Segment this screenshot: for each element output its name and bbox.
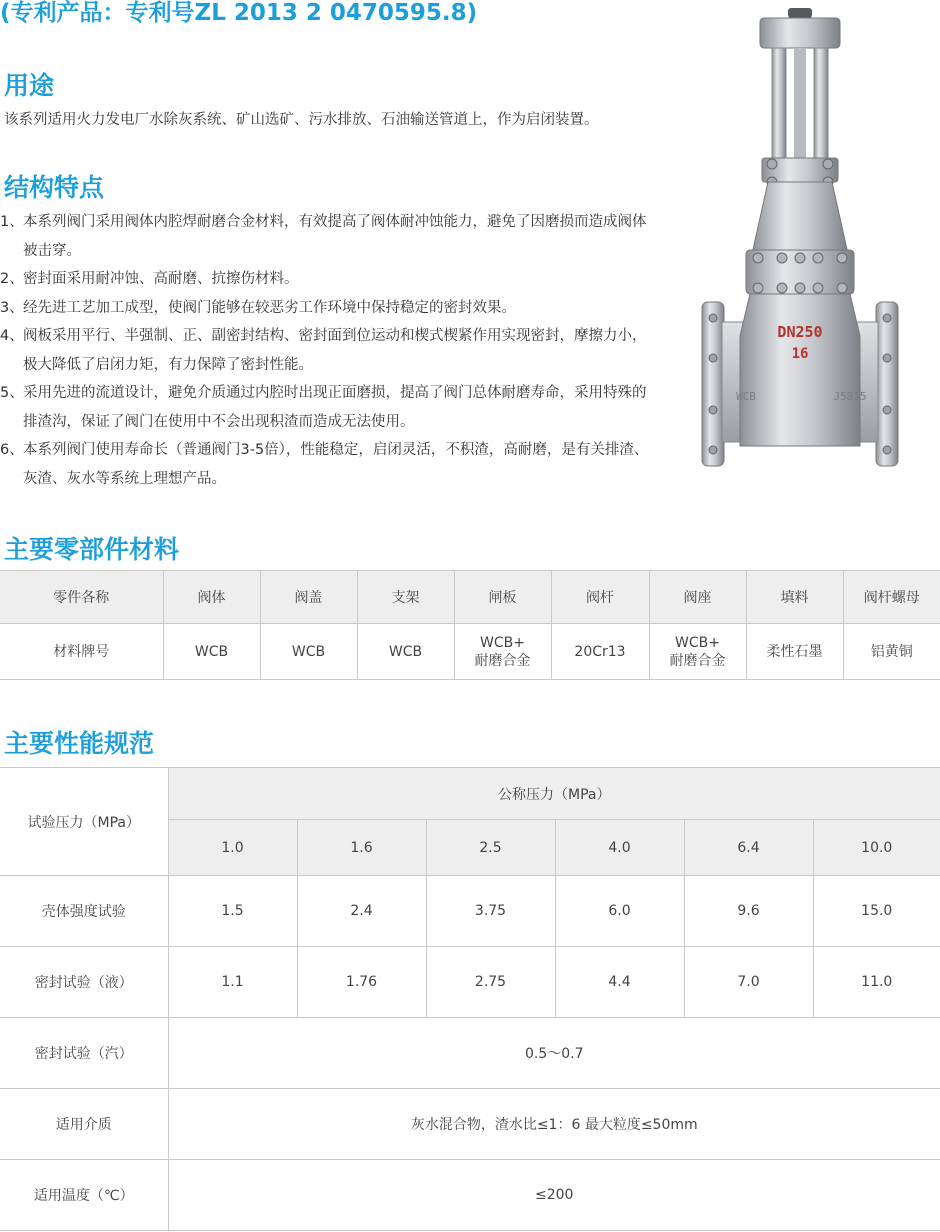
material-text: 铝黄铜 <box>870 643 913 660</box>
performance-row-label: 密封试验（汽） <box>0 1018 168 1089</box>
feature-number: 1、 <box>0 214 24 230</box>
performance-row-label: 适用温度（℃） <box>0 1160 168 1231</box>
feature-number: 5、 <box>0 385 24 401</box>
nominal-pressure-cell: 4.0 <box>555 820 684 876</box>
yoke-right <box>814 48 828 160</box>
performance-row <box>0 947 940 1018</box>
feature-text: 本系列阀门采用阀体内腔焊耐磨合金材料，有效提高了阀体耐冲蚀能力，避免了因磨损而造成阀体被击穿。 <box>23 214 647 259</box>
materials-value-row <box>0 624 940 680</box>
nominal-pressure-label: 公称压力（MPa） <box>168 768 940 820</box>
performance-value-cell: 3.75 <box>426 876 555 947</box>
part-header-cell: 闸板 <box>454 571 551 624</box>
material-cell <box>357 624 454 680</box>
marking-material: WCB <box>736 390 756 403</box>
feature-item <box>0 265 660 294</box>
feature-text: 经先进工艺加工成型，使阀门能够在较恶劣工作环境中保持稳定的密封效果。 <box>23 299 516 316</box>
patent-number-title: (专利产品：专利号ZL 2013 2 0470595.8) <box>0 0 478 26</box>
feature-text: 密封面采用耐冲蚀、高耐磨、抗擦伤材料。 <box>23 271 299 287</box>
nominal-pressure-cell: 10.0 <box>813 820 940 876</box>
performance-value-cell: 1.76 <box>297 947 426 1018</box>
material-text: WCB+ <box>480 634 525 651</box>
material-text: 耐磨合金 <box>474 652 531 669</box>
performance-span-row <box>0 1089 940 1160</box>
material-cell <box>163 624 260 680</box>
material-text: WCB <box>194 643 229 660</box>
nominal-pressure-cell: 1.0 <box>168 820 297 876</box>
use-description: 该系列适用火力发电厂水除灰系统、矿山选矿、污水排放、石油输送管道上，作为启闭装置。 <box>4 112 599 128</box>
performance-span-row <box>0 1160 940 1231</box>
material-text: WCB <box>388 643 423 660</box>
performance-value-cell: 4.4 <box>555 947 684 1018</box>
valve-stem <box>794 48 806 160</box>
performance-value-cell: 2.4 <box>297 876 426 947</box>
feature-text: 采用先进的流道设计，避免介质通过内腔时出现正面磨损，提高了阀门总体耐磨寿命，采用特殊的排渣沟，保证了阀门在使用中不会出现积渣而造成无法使用。 <box>23 385 647 430</box>
feature-number: 6、 <box>0 442 24 458</box>
performance-heading: 主要性能规范 <box>4 729 155 758</box>
feature-item <box>0 379 660 436</box>
performance-value-cell: 1.1 <box>168 947 297 1018</box>
material-cell <box>551 624 649 680</box>
performance-value-cell: 15.0 <box>813 876 940 947</box>
nominal-pressure-cell: 2.5 <box>426 820 555 876</box>
test-pressure-label: 试验压力（MPa） <box>0 768 168 876</box>
performance-value-cell: 1.5 <box>168 876 297 947</box>
use-heading: 用途 <box>4 71 55 100</box>
feature-number: 3、 <box>0 299 24 316</box>
part-header-cell: 阀盖 <box>260 571 357 624</box>
nominal-pressure-cell: 1.6 <box>297 820 426 876</box>
feature-item <box>0 436 660 493</box>
part-header-cell: 阀杆 <box>551 571 649 624</box>
marking-model: J5815 <box>833 390 867 403</box>
features-heading: 结构特点 <box>4 173 105 202</box>
performance-span-value: 0.5～0.7 <box>168 1018 940 1089</box>
performance-span-row <box>0 1018 940 1089</box>
material-grade-label <box>0 624 163 680</box>
material-text: WCB <box>291 643 326 660</box>
feature-number: 4、 <box>0 328 24 344</box>
feature-text: 阀板采用平行、半强制、正、副密封结构、密封面到位运动和楔式楔紧作用实现密封，摩擦力小，极大降低了启闭力矩，有力保障了密封性能。 <box>23 328 647 373</box>
performance-row <box>0 876 940 947</box>
part-header-cell: 填料 <box>746 571 843 624</box>
material-cell <box>454 624 551 680</box>
performance-value-cell: 6.0 <box>555 876 684 947</box>
marking-dn: DN250 <box>777 323 823 341</box>
material-cell <box>260 624 357 680</box>
performance-value-cell: 2.75 <box>426 947 555 1018</box>
top-plate <box>760 18 840 48</box>
performance-span-value: ≤200 <box>168 1160 940 1231</box>
material-cell <box>649 624 746 680</box>
materials-table <box>0 570 940 680</box>
right-end-flange <box>876 302 898 466</box>
performance-span-value: 灰水混合物，渣水比≤1：6 最大粒度≤50mm <box>168 1089 940 1160</box>
material-text: 材料牌号 <box>53 643 110 660</box>
stem-cap <box>788 8 812 18</box>
performance-value-cell: 7.0 <box>684 947 813 1018</box>
valve-body <box>740 294 860 446</box>
feature-text: 本系列阀门使用寿命长（普通阀门3-5倍），性能稳定，启闭灵活，不积渣，高耐磨，是有关排渣、灰渣、灰水等系统上理想产品。 <box>23 442 649 487</box>
part-header-cell: 阀杆螺母 <box>843 571 940 624</box>
material-cell <box>746 624 843 680</box>
materials-heading: 主要零部件材料 <box>4 535 180 564</box>
material-text: 耐磨合金 <box>669 652 726 669</box>
material-text: WCB+ <box>675 634 720 651</box>
performance-value-cell: 9.6 <box>684 876 813 947</box>
feature-item <box>0 322 660 379</box>
nominal-pressure-cell: 6.4 <box>684 820 813 876</box>
gate-valve-image <box>700 6 900 476</box>
left-end-flange <box>702 302 724 466</box>
performance-row-label: 密封试验（液） <box>0 947 168 1018</box>
feature-item <box>0 208 660 265</box>
yoke-left <box>772 48 786 160</box>
material-cell <box>843 624 940 680</box>
features-list <box>0 208 660 493</box>
performance-row-label: 壳体强度试验 <box>0 876 168 947</box>
performance-row-label: 适用介质 <box>0 1089 168 1160</box>
performance-table <box>0 767 940 1231</box>
part-name-header: 零件各称 <box>0 571 163 624</box>
part-header-cell: 阀体 <box>163 571 260 624</box>
materials-header-row <box>0 571 940 624</box>
bonnet <box>752 182 848 254</box>
feature-number: 2、 <box>0 271 24 287</box>
marking-pn: 16 <box>791 346 809 362</box>
material-text: 柔性石墨 <box>766 643 823 660</box>
part-header-cell: 阀座 <box>649 571 746 624</box>
part-header-cell: 支架 <box>357 571 454 624</box>
performance-value-cell: 11.0 <box>813 947 940 1018</box>
feature-item <box>0 294 660 323</box>
material-text: 20Cr13 <box>574 643 626 660</box>
